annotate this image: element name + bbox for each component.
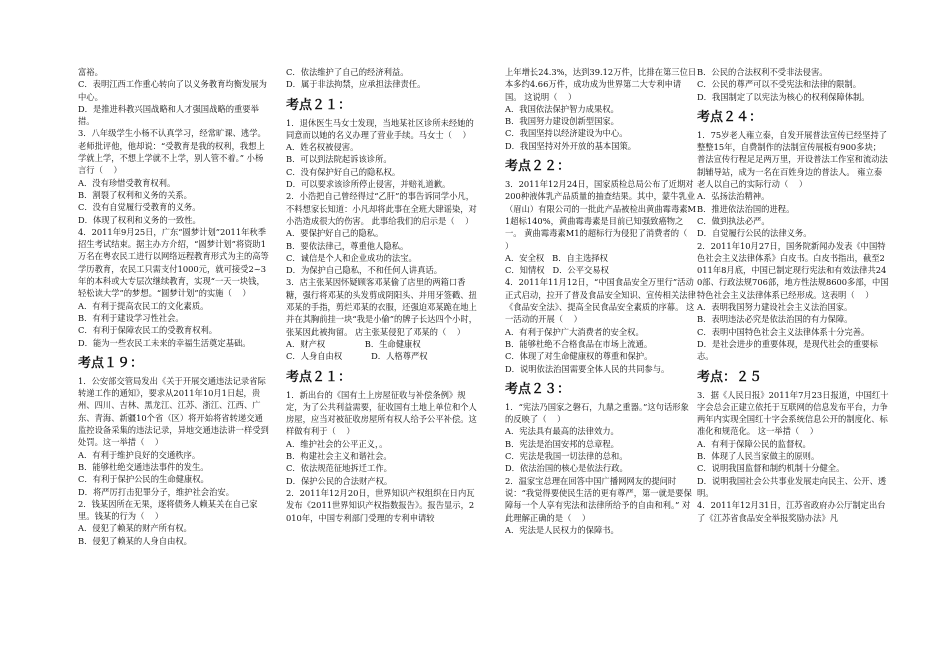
text-paragraph: A．安全权 B．自主选择权 bbox=[505, 252, 608, 263]
text-paragraph: 4．2011年9月25日，广东“圆梦计划”2011年秋季招生考试结束。据主办方介绍，“圆梦计划”将资助1万名在粤农民工进行以网络远程教育形式为主的高等学历教育，农民工只需支付1000元，就可接受2~3年的本科或大专层次继续教育，实现“一天一块钱，轻松读大学”的梦想。“圆梦计划”的实施（ ） bbox=[78, 226, 269, 299]
text-paragraph: C．表明江西工作重心转向了以义务教育均衡发展为中心。 bbox=[78, 79, 267, 102]
section-heading: 考点２２： bbox=[505, 159, 571, 175]
text-paragraph: 1．新出台的《国有土上房屋征收与补偿条例》规定，为了公共利益需要，征收国有土地上单位和个人房屋，应当对被征收房屋所有权人给予公平补偿。这样做有利于（ ） bbox=[286, 389, 477, 437]
text-paragraph: 4．2011年12月31日，江苏省政府办公厅制定出台了《江苏省食品安全举报奖励办法》凡 bbox=[697, 500, 886, 523]
text-paragraph: B．能够杜绝交通违法事件的发生。 bbox=[78, 461, 209, 472]
section-heading: 考点：２５ bbox=[697, 369, 763, 385]
text-paragraph: 3．据《人民日报》2011年7月23日报道，中国红十字会总会正建立依托于互联网的信息发布平台，力争两年内实现全国红十字会系统信息公开的制度化、标准化和规范化。 这一举措（ ） bbox=[697, 389, 889, 437]
text-paragraph: B．体现了人民当家做主的原则。 bbox=[697, 451, 820, 462]
text-paragraph: 1．“宪法乃国家之磐石，九鼎之重器。”这句话形象的反映了（ ） bbox=[505, 401, 689, 425]
section-heading: 考点２４： bbox=[697, 109, 763, 125]
text-paragraph: 4．2011年11月12日，“中国食品安全万里行”活动正式启动，拉开了普及食品安全知识、宣传相关法律《食品安全法》、提高全民食品安全素质的序幕。 这一活动的开展（ ） bbox=[505, 277, 696, 325]
text-paragraph: C．人身自由权 D．人格尊严权 bbox=[286, 351, 428, 362]
text-paragraph: 1．公安部交管局发出《关于开展交通违法记录省际转递工作的通知》，要求从2011年10月1日起，贵州、四川、吉林、黑龙江、江苏、浙江、江西、广东、青海、新疆10个省（区）将开始将省转递交通监控设备采集的违法记录，异地交通违法讲一样受到处罚。这一举措（ ） bbox=[78, 375, 269, 448]
text-paragraph: A．没有珍惜受教育权利。 bbox=[78, 177, 176, 188]
text-paragraph: 2．温家宝总理在回答中国广播网网友的提问时说：“我觉得要使民生活的更有尊严，第一就是要保障每一个人享有宪法和法律所给予的自由和利。” 对此理解正确的是（ ） bbox=[505, 475, 692, 523]
text-paragraph: A．维护社会的公平正义，。 bbox=[286, 438, 388, 449]
text-paragraph: C．宪法是我国一切法律的总和。 bbox=[505, 451, 628, 462]
text-paragraph: B．宪法是治国安邦的总章程。 bbox=[505, 438, 619, 449]
text-paragraph: A．有利于保护广大消费者的安全权。 bbox=[505, 326, 644, 337]
text-paragraph: B．侵犯了赖某的人身自由权。 bbox=[78, 535, 192, 546]
text-paragraph: C．公民的尊严可以不受宪法和法律的限制。 bbox=[697, 79, 861, 90]
text-paragraph: D．能为一些农民工未来的幸福生活奠定基础。 bbox=[78, 337, 251, 348]
text-paragraph: A．财产权 B．生命健康权 bbox=[286, 338, 421, 349]
text-paragraph: B．可以到法院起诉该诊所。 bbox=[286, 154, 392, 165]
column-2 bbox=[286, 66, 478, 524]
text-paragraph: D．我国坚持对外开放的基本国策。 bbox=[505, 140, 637, 151]
text-paragraph: B．能够杜绝不合格食品在市场上流通。 bbox=[505, 338, 653, 349]
text-paragraph: A．有利于保障公民的监督权。 bbox=[697, 438, 811, 449]
text-paragraph: B．公民的合法权利不受非法侵害。 bbox=[697, 67, 828, 77]
text-paragraph: A．我国依法保护智力成果权。 bbox=[505, 103, 619, 114]
text-paragraph: D．说明依法治国需要全体人民的共同参与。 bbox=[505, 363, 670, 374]
text-paragraph: C．没有保护好自己的隐私权。 bbox=[286, 166, 401, 177]
text-paragraph: B．割裂了权利和义务的关系。 bbox=[78, 189, 192, 200]
text-paragraph: 1．退休医生马女士发现，当地某社区诊所未经她的同意而以她的名义办理了营业手续。马女士（ ） bbox=[286, 117, 474, 140]
text-paragraph: B．推进依法治国的进程。 bbox=[697, 203, 795, 214]
text-paragraph: C．体现了对生命健康权的尊重和保护。 bbox=[505, 351, 653, 362]
text-paragraph: A．宪法是人民权力的保障书。 bbox=[505, 524, 619, 535]
column-3 bbox=[505, 66, 697, 536]
text-paragraph: D．自觉履行公民的法律义务。 bbox=[697, 228, 812, 239]
text-paragraph: C．有利于保障农民工的受教育权利。 bbox=[78, 325, 218, 336]
text-paragraph: B．我国努力建设创新型国家。 bbox=[505, 116, 619, 127]
text-paragraph: D．为保护自己隐私，不和任何人讲真话。 bbox=[286, 265, 442, 276]
text-paragraph: 1．75岁老人雍立泰，自发开展普法宣传已经坚持了整整15年，自费制作的法制宣传展板有900多块；普法宣传行程足足两万里，开设普法工作室和流动法制辅导站，成为一名在百姓身边的普法人。 雍立泰老人以自己的实际行动（ ） bbox=[697, 129, 888, 190]
text-paragraph: C．有利于保护公民的生命健康权。 bbox=[78, 474, 209, 485]
column-1 bbox=[78, 66, 270, 547]
text-paragraph: A．表明我国努力建设社会主义法治国家。 bbox=[697, 302, 853, 313]
text-paragraph: A．侵犯了赖某的财产所有权。 bbox=[78, 523, 192, 534]
text-paragraph: B．有利于建设学习性社会。 bbox=[78, 312, 184, 323]
text-paragraph: A．弘扬法治精神。 bbox=[697, 191, 770, 202]
text-paragraph: B．构建社会主义和谐社会。 bbox=[286, 451, 392, 462]
column-4 bbox=[697, 66, 889, 524]
section-heading: 考点２１： bbox=[286, 97, 352, 113]
text-paragraph: A．有利于提高农民工的文化素质。 bbox=[78, 300, 209, 311]
section-heading: 考点２１： bbox=[286, 369, 352, 385]
section-heading: 考点２３： bbox=[505, 381, 571, 397]
text-paragraph: 2．2011年12月20日，世界知识产权组织在日内瓦发布《2011世界知识产权指数报告》。报告显示，2010年，中国专利部门受理的专利申请较 bbox=[286, 487, 475, 523]
text-paragraph: 2．2011年10月27日，国务院新闻办发表《中国特色社会主义法律体系》白皮书。白皮书指出，截至2011年8月底，中国已制定现行宪法和有效法律共240部、行政法规706部，地方性法规8600多部，中国特色社会主义法律体系已经形成。这表明（ ） bbox=[697, 240, 889, 300]
text-paragraph: A．要保护好自己的隐私。 bbox=[286, 228, 384, 239]
text-paragraph: D．保护公民的合法财产权。 bbox=[286, 475, 393, 486]
text-paragraph: A．有利于维护良好的交通秩序。 bbox=[78, 449, 201, 460]
text-paragraph: 3．八年级学生小杨不认真学习，经常旷课、逃学。老师批评他，他却说：“受教育是我的权利，我想上学就上学，不想上学就不上学，别人管不着。” 小杨言行（ ） bbox=[78, 128, 266, 176]
text-paragraph: C．做到执法必严。 bbox=[697, 215, 770, 226]
text-paragraph: C．诚信是个人和企业成功的法宝。 bbox=[286, 252, 417, 263]
text-paragraph: C．表明中国特色社会主义法律体系十分完善。 bbox=[697, 326, 870, 337]
text-paragraph: D．是社会进步的重要体现，是现代社会的重要标志。 bbox=[697, 338, 878, 362]
text-paragraph: C．知情权 D．公平交易权 bbox=[505, 265, 609, 276]
text-paragraph: C．说明我国监督和制约机制十分健全。 bbox=[697, 463, 845, 474]
text-paragraph: 2．钱某因所在无果，逐将债务人赖某关在自己家里。钱某的行为（ ） bbox=[78, 498, 258, 522]
text-paragraph: A．姓名权被侵害。 bbox=[286, 142, 359, 153]
text-paragraph: D．依法治国的核心是依法行政。 bbox=[505, 463, 628, 474]
text-paragraph: B．表明违法必究是依法治国的有力保障。 bbox=[697, 314, 853, 325]
text-paragraph: D．可以要求该诊所停止侵害，并赔礼道歉。 bbox=[286, 179, 451, 190]
text-paragraph: D．将严厉打击犯罪分子，维护社会治安。 bbox=[78, 486, 234, 497]
text-paragraph: 3．2011年12月24日，国家质检总局公布了近期对200种液体乳产品质量的抽查结果。其中，蒙牛乳业（眉山）有限公司的一批此产品被检出黄曲霉毒素M1超标140%，黄曲霉毒素是目前已知强致癌物之一。 黄曲霉毒素M1的超标行为侵犯了消费者的（ ） bbox=[505, 179, 698, 251]
text-paragraph: 3．店主张某因怀疑顾客邓某偷了店里的两箱口香糖，强行将邓某的头发剪成阴阳头、并用牙签戳、扭邓某的手指，剪烂邓某的衣服，还强迫邓某跪在地上并在其胸前挂一块“我是小偷”的牌子长达四个小时，张某因此被拘留。 店主张某侵犯了邓某的（ ） bbox=[286, 277, 478, 337]
text-paragraph: C．没有自觉履行受教育的义务。 bbox=[78, 202, 201, 213]
text-paragraph: D．我国制定了以宪法为核心的权利保障体制。 bbox=[697, 91, 870, 102]
text-paragraph: B．要依法律己，尊重他人隐私。 bbox=[286, 240, 409, 251]
text-paragraph: C．依法维护了自己的经济利益。 bbox=[286, 67, 409, 77]
text-paragraph: 2．小浩把自己曾经得过“乙肝”的事告诉同学小凡，不料想家长知道：小凡却将此事在全班大肆谣染，对小浩造成很大的伤害。 此事给我们的启示是（ ） bbox=[286, 191, 477, 226]
text-paragraph: C．依法规范征地拆迁工作。 bbox=[286, 463, 392, 474]
text-paragraph: D．属于非法拘禁，应承担法律责任。 bbox=[286, 79, 426, 90]
text-paragraph: A．宪法具有最高的法律效力。 bbox=[505, 426, 619, 437]
section-heading: 考点１９： bbox=[78, 355, 144, 371]
text-paragraph: C．我国坚持以经济建设为中心。 bbox=[505, 128, 628, 139]
text-paragraph: D．说明我国社会公共事业发展走向民主、公开、透明。 bbox=[697, 475, 887, 498]
text-paragraph: D．是推进科教兴国战略和人才强国战略的重要举措。 bbox=[78, 103, 259, 127]
text-paragraph: 富裕。 bbox=[78, 67, 103, 77]
text-paragraph: D．体现了权利和义务的一致性。 bbox=[78, 214, 201, 225]
text-paragraph: 上年增长24.3%，达到39.12万件，比排在第三位日本多约4.66万件，成功成为世界第二大专利申请国。 这说明（ ） bbox=[505, 67, 697, 102]
